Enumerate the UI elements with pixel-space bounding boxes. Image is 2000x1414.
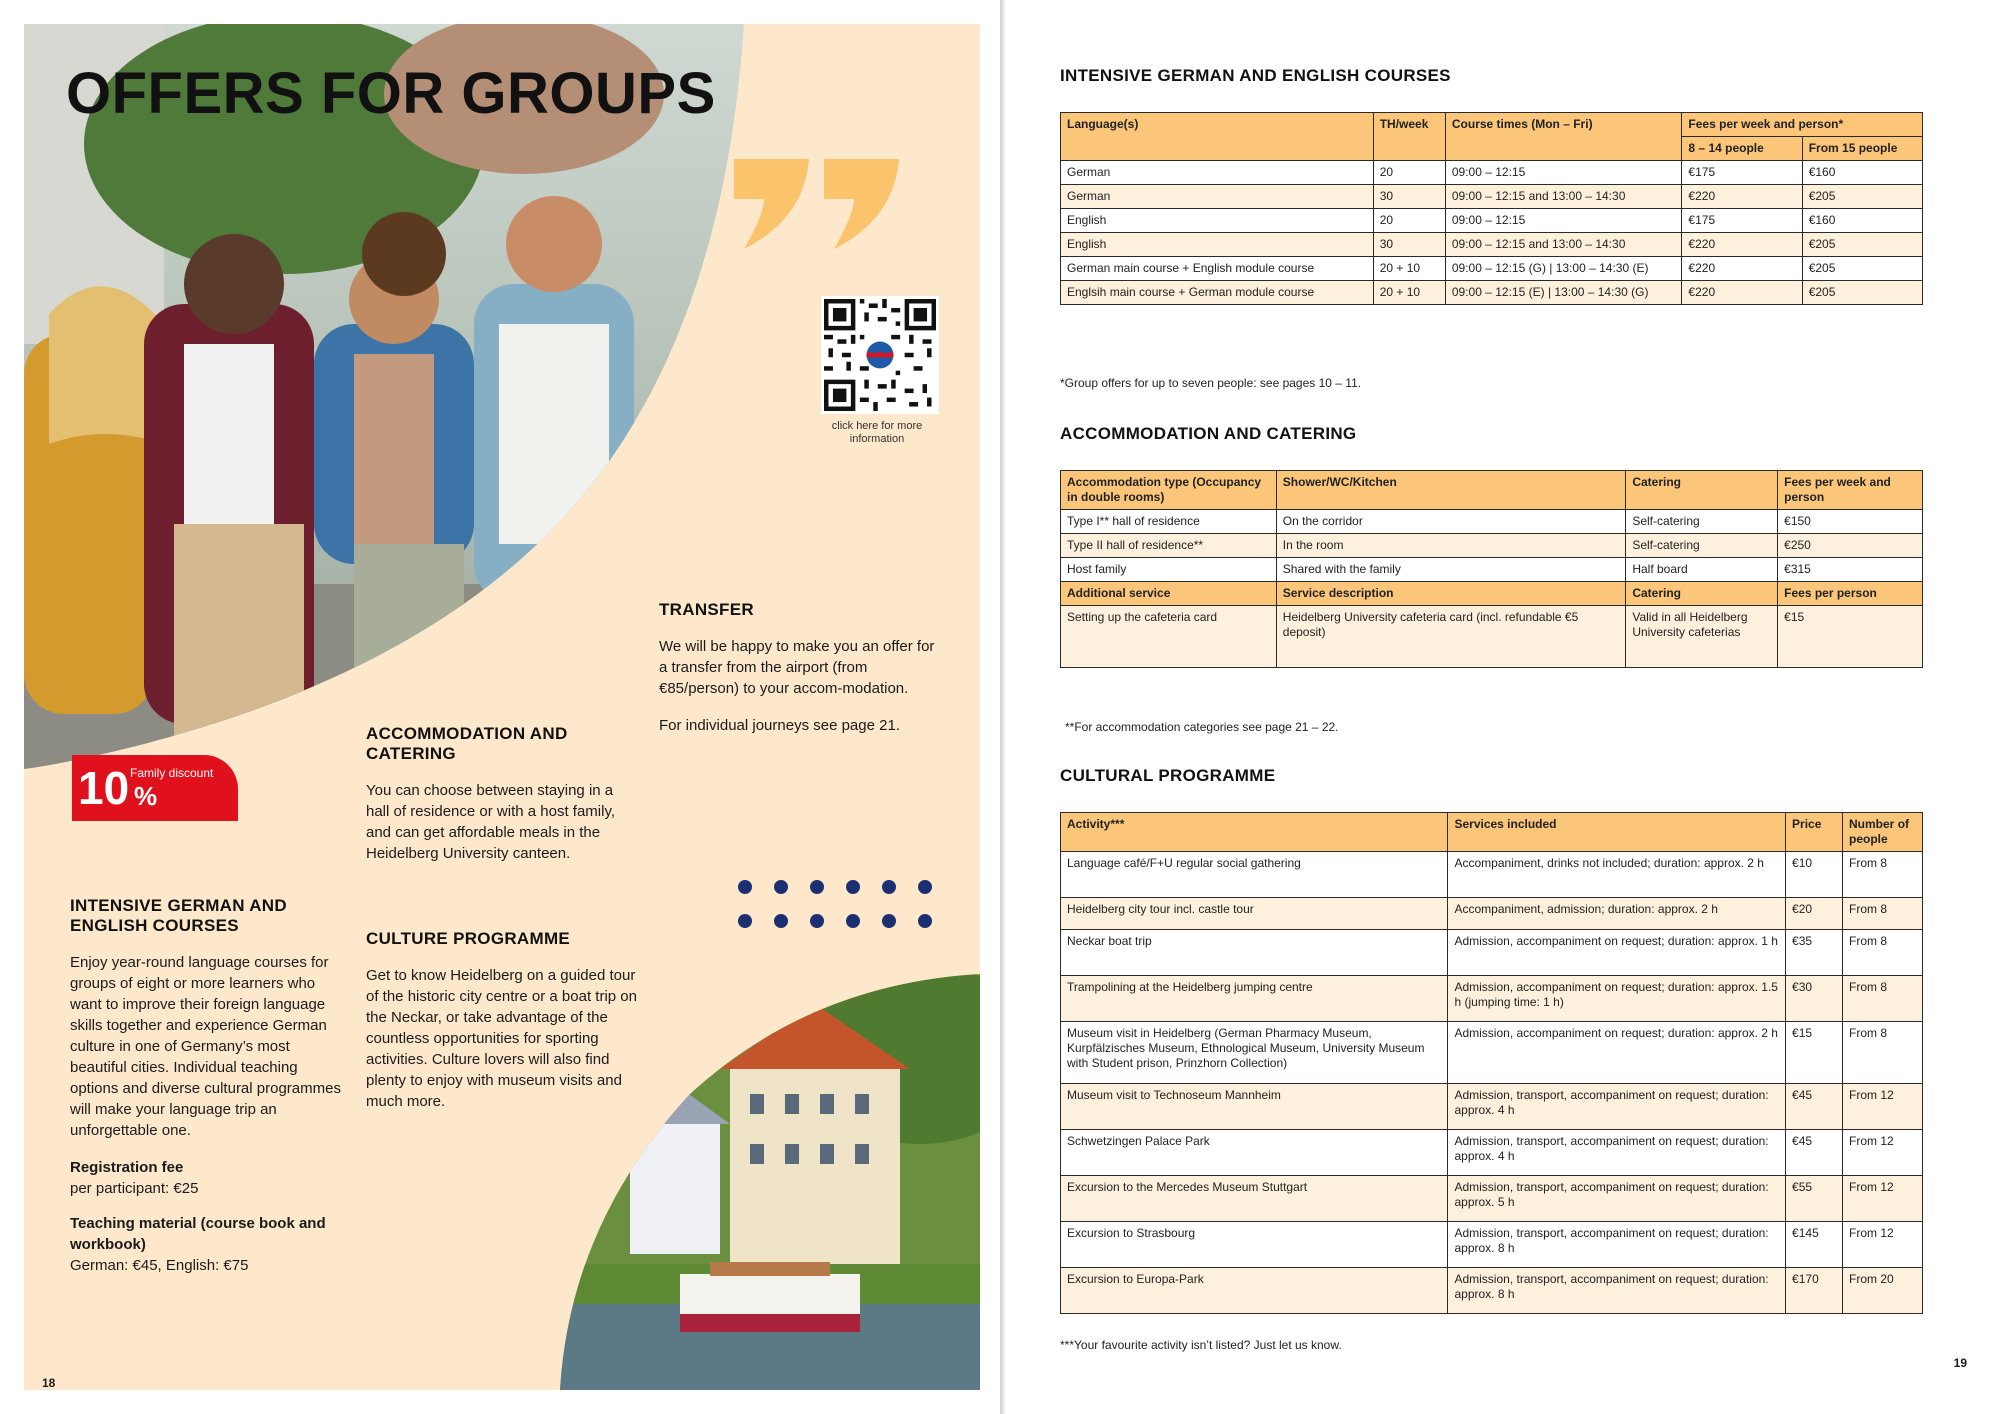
cell-fee-a: €175 <box>1682 161 1802 185</box>
cell-people: From 12 <box>1843 1222 1923 1268</box>
transfer-heading: TRANSFER <box>659 600 754 619</box>
table-row <box>1061 534 1923 558</box>
registration-fee-value: per participant: €25 <box>70 1180 199 1197</box>
cell-language: German <box>1061 161 1374 185</box>
intensive-courses-section <box>70 896 348 1292</box>
col-header-fees-week: Fees per week and person <box>1778 471 1923 510</box>
col-header-activity: Activity*** <box>1061 813 1448 852</box>
col-header-accommodation-type: Accommodation type (Occupancy in double rooms) <box>1061 471 1277 510</box>
col-header-shower-wc: Shower/WC/Kitchen <box>1276 471 1626 510</box>
qr-code[interactable] <box>821 296 939 414</box>
cell-activity: Excursion to the Mercedes Museum Stuttgart <box>1061 1176 1448 1222</box>
cell-type: Type II hall of residence** <box>1061 534 1277 558</box>
col-header-catering: Catering <box>1626 471 1778 510</box>
cell-price: €45 <box>1786 1130 1843 1176</box>
courses-table <box>1060 112 1923 305</box>
cell-services: Admission, transport, accompaniment on request; duration: approx. 5 h <box>1448 1176 1786 1222</box>
cell-th: 30 <box>1373 233 1445 257</box>
page-title: OFFERS FOR GROUPS <box>66 61 716 126</box>
table-row <box>1061 852 1923 898</box>
cell-language: English <box>1061 233 1374 257</box>
table-row <box>1061 510 1923 534</box>
cell-people: From 8 <box>1843 1022 1923 1084</box>
cell-activity: Neckar boat trip <box>1061 930 1448 976</box>
discount-label: Family discount <box>130 766 214 780</box>
culture-heading: CULTURE PROGRAMME <box>366 929 571 948</box>
cell-price: €170 <box>1786 1268 1843 1314</box>
cell-activity: Heidelberg city tour incl. castle tour <box>1061 898 1448 930</box>
cell-price: €20 <box>1786 898 1843 930</box>
cell-catering: Valid in all Heidelberg University cafeterias <box>1626 606 1778 668</box>
cell-activity: Excursion to Strasbourg <box>1061 1222 1448 1268</box>
cell-facilities: On the corridor <box>1276 510 1626 534</box>
family-discount-badge <box>72 755 238 821</box>
cell-catering: Half board <box>1626 558 1778 582</box>
accommodation-table <box>1060 470 1923 668</box>
courses-note: *Group offers for up to seven people: see pages 10 – 11. <box>1060 376 1362 390</box>
cell-times: 09:00 – 12:15 (G) | 13:00 – 14:30 (E) <box>1445 257 1682 281</box>
hero-photo-group-of-students <box>24 24 744 774</box>
cell-services: Admission, accompaniment on request; duration: approx. 2 h <box>1448 1022 1786 1084</box>
cell-times: 09:00 – 12:15 <box>1445 209 1682 233</box>
cell-times: 09:00 – 12:15 <box>1445 161 1682 185</box>
col-header-course-times: Course times (Mon – Fri) <box>1445 113 1682 161</box>
cell-fee-a: €220 <box>1682 233 1802 257</box>
cell-activity: Trampolining at the Heidelberg jumping centre <box>1061 976 1448 1022</box>
col-header-price: Price <box>1786 813 1843 852</box>
col-header-number-of-people: Number of people <box>1843 813 1923 852</box>
cell-services: Admission, transport, accompaniment on request; duration: approx. 4 h <box>1448 1084 1786 1130</box>
cell-activity: Excursion to Europa-Park <box>1061 1268 1448 1314</box>
cell-times: 09:00 – 12:15 and 13:00 – 14:30 <box>1445 185 1682 209</box>
col-header-fee-8-14: 8 – 14 people <box>1682 137 1802 161</box>
cell-language: German main course + English module course <box>1061 257 1374 281</box>
accommodation-table-title: ACCOMMODATION AND CATERING <box>1060 424 1357 443</box>
cell-activity: Schwetzingen Palace Park <box>1061 1130 1448 1176</box>
discount-percent-sign: % <box>134 781 158 811</box>
cell-fee-b: €205 <box>1802 185 1922 209</box>
cell-people: From 12 <box>1843 1176 1923 1222</box>
cell-fee-b: €160 <box>1802 209 1922 233</box>
col-header-language: Language(s) <box>1061 113 1374 161</box>
cell-price: €10 <box>1786 852 1843 898</box>
cell-activity: Museum visit in Heidelberg (German Pharmacy Museum, Kurpfälzisches Museum, Ethnological Museum, University Museum with Student prison, Prinzhorn Collection) <box>1061 1022 1448 1084</box>
col-header-fee-15: From 15 people <box>1802 137 1922 161</box>
teaching-material-label: Teaching material (course book and workbook) <box>70 1215 326 1253</box>
cultural-note: ***Your favourite activity isn’t listed? Just let us know. <box>1060 1338 1342 1352</box>
cell-fee: €15 <box>1778 606 1923 668</box>
accommodation-note: **For accommodation categories see page 21 – 22. <box>1065 720 1339 734</box>
col-header-th-week: TH/week <box>1373 113 1445 161</box>
left-page-background <box>24 24 980 1390</box>
courses-table-title: INTENSIVE GERMAN AND ENGLISH COURSES <box>1060 66 1451 85</box>
col-header-services-included: Services included <box>1448 813 1786 852</box>
registration-fee <box>70 1157 348 1199</box>
col-header-additional-service: Additional service <box>1061 582 1277 606</box>
table-row <box>1061 898 1923 930</box>
cell-services: Accompaniment, admission; duration: approx. 2 h <box>1448 898 1786 930</box>
discount-value: 10 <box>78 762 130 814</box>
cell-activity: Museum visit to Technoseum Mannheim <box>1061 1084 1448 1130</box>
cell-fee-a: €220 <box>1682 257 1802 281</box>
table-row <box>1061 976 1923 1022</box>
cell-fee-a: €220 <box>1682 185 1802 209</box>
cell-fee: €315 <box>1778 558 1923 582</box>
table-row <box>1061 1268 1923 1314</box>
cell-people: From 8 <box>1843 930 1923 976</box>
cell-fee-b: €205 <box>1802 233 1922 257</box>
cell-language: English <box>1061 209 1374 233</box>
page-number-right: 19 <box>1953 1356 1967 1370</box>
cell-times: 09:00 – 12:15 (E) | 13:00 – 14:30 (G) <box>1445 281 1682 305</box>
cell-times: 09:00 – 12:15 and 13:00 – 14:30 <box>1445 233 1682 257</box>
cell-price: €145 <box>1786 1222 1843 1268</box>
cell-services: Admission, accompaniment on request; duration: approx. 1.5 h (jumping time: 1 h) <box>1448 976 1786 1022</box>
culture-text: Get to know Heidelberg on a guided tour of the historic city centre or a boat trip on the Neckar, or take advantage of the countless opportunities for sporting activities. Culture lovers will also find plenty to enjoy with museum visits and much more. <box>366 967 637 1110</box>
table-row <box>1061 1130 1923 1176</box>
cultural-programme-table <box>1060 812 1923 1314</box>
cell-price: €35 <box>1786 930 1843 976</box>
transfer-individual-note: For individual journeys see page 21. <box>659 717 900 734</box>
table-row <box>1061 161 1923 185</box>
cell-language: Englsih main course + German module course <box>1061 281 1374 305</box>
intensive-text: Enjoy year-round language courses for groups of eight or more learners who want to improve their foreign language skills together and experience German culture in one of Germany’s most beautiful cities. Individual teaching options and diverse cultural programmes will make your language trip an unforgettable one. <box>70 954 341 1139</box>
table-row <box>1061 209 1923 233</box>
cell-price: €45 <box>1786 1084 1843 1130</box>
cell-th: 20 + 10 <box>1373 281 1445 305</box>
cell-services: Admission, transport, accompaniment on request; duration: approx. 8 h <box>1448 1268 1786 1314</box>
cell-people: From 12 <box>1843 1130 1923 1176</box>
cell-type: Type I** hall of residence <box>1061 510 1277 534</box>
cell-services: Admission, transport, accompaniment on request; duration: approx. 8 h <box>1448 1222 1786 1268</box>
table-row <box>1061 185 1923 209</box>
page-number-left: 18 <box>42 1376 56 1390</box>
cell-price: €30 <box>1786 976 1843 1022</box>
cell-people: From 8 <box>1843 898 1923 930</box>
table-row <box>1061 1176 1923 1222</box>
cell-price: €55 <box>1786 1176 1843 1222</box>
cell-catering: Self-catering <box>1626 534 1778 558</box>
cell-description: Heidelberg University cafeteria card (incl. refundable €5 deposit) <box>1276 606 1626 668</box>
table-row <box>1061 606 1923 668</box>
table-row <box>1061 930 1923 976</box>
cell-fee-b: €205 <box>1802 281 1922 305</box>
transfer-section <box>659 600 937 752</box>
teaching-material-value: German: €45, English: €75 <box>70 1257 249 1274</box>
registration-fee-label: Registration fee <box>70 1159 184 1176</box>
cell-facilities: Shared with the family <box>1276 558 1626 582</box>
cell-fee: €150 <box>1778 510 1923 534</box>
accommodation-heading: ACCOMMODATION AND CATERING <box>366 724 568 763</box>
cell-people: From 8 <box>1843 976 1923 1022</box>
table-row <box>1061 1022 1923 1084</box>
table-row <box>1061 1084 1923 1130</box>
cell-fee-a: €220 <box>1682 281 1802 305</box>
table-row <box>1061 281 1923 305</box>
table-row <box>1061 1222 1923 1268</box>
cell-fee: €250 <box>1778 534 1923 558</box>
cultural-table-title: CULTURAL PROGRAMME <box>1060 766 1276 785</box>
cell-fee-b: €160 <box>1802 161 1922 185</box>
transfer-text: We will be happy to make you an offer for a transfer from the airport (from €85/person) to your accom-modation. <box>659 638 935 697</box>
cell-service: Setting up the cafeteria card <box>1061 606 1277 668</box>
right-page <box>1005 0 2000 1414</box>
intensive-heading: INTENSIVE GERMAN AND ENGLISH COURSES <box>70 896 287 935</box>
table-row <box>1061 233 1923 257</box>
col-header-catering-2: Catering <box>1626 582 1778 606</box>
accommodation-section <box>366 724 638 880</box>
cell-people: From 12 <box>1843 1084 1923 1130</box>
quote-marks-decoration <box>724 159 904 254</box>
cell-people: From 8 <box>1843 852 1923 898</box>
teaching-material <box>70 1213 348 1276</box>
cell-price: €15 <box>1786 1022 1843 1084</box>
cell-people: From 20 <box>1843 1268 1923 1314</box>
cell-th: 30 <box>1373 185 1445 209</box>
cell-language: German <box>1061 185 1374 209</box>
table-row <box>1061 257 1923 281</box>
cell-th: 20 + 10 <box>1373 257 1445 281</box>
culture-section <box>366 929 642 1128</box>
accommodation-text: You can choose between staying in a hall of residence or with a host family, and can get affordable meals in the Heidelberg University canteen. <box>366 782 616 862</box>
cell-services: Admission, accompaniment on request; duration: approx. 1 h <box>1448 930 1786 976</box>
col-header-service-description: Service description <box>1276 582 1626 606</box>
cell-services: Admission, transport, accompaniment on request; duration: approx. 4 h <box>1448 1130 1786 1176</box>
cell-fee-a: €175 <box>1682 209 1802 233</box>
dot-pattern-decoration <box>737 879 937 929</box>
cell-activity: Language café/F+U regular social gathering <box>1061 852 1448 898</box>
cell-services: Accompaniment, drinks not included; duration: approx. 2 h <box>1448 852 1786 898</box>
cell-facilities: In the room <box>1276 534 1626 558</box>
col-header-fees-person: Fees per person <box>1778 582 1923 606</box>
cell-catering: Self-catering <box>1626 510 1778 534</box>
qr-caption: click here for more information <box>831 420 923 445</box>
cell-th: 20 <box>1373 209 1445 233</box>
cell-th: 20 <box>1373 161 1445 185</box>
table-row <box>1061 558 1923 582</box>
col-header-fees: Fees per week and person* <box>1682 113 1923 137</box>
cell-fee-b: €205 <box>1802 257 1922 281</box>
cell-type: Host family <box>1061 558 1277 582</box>
